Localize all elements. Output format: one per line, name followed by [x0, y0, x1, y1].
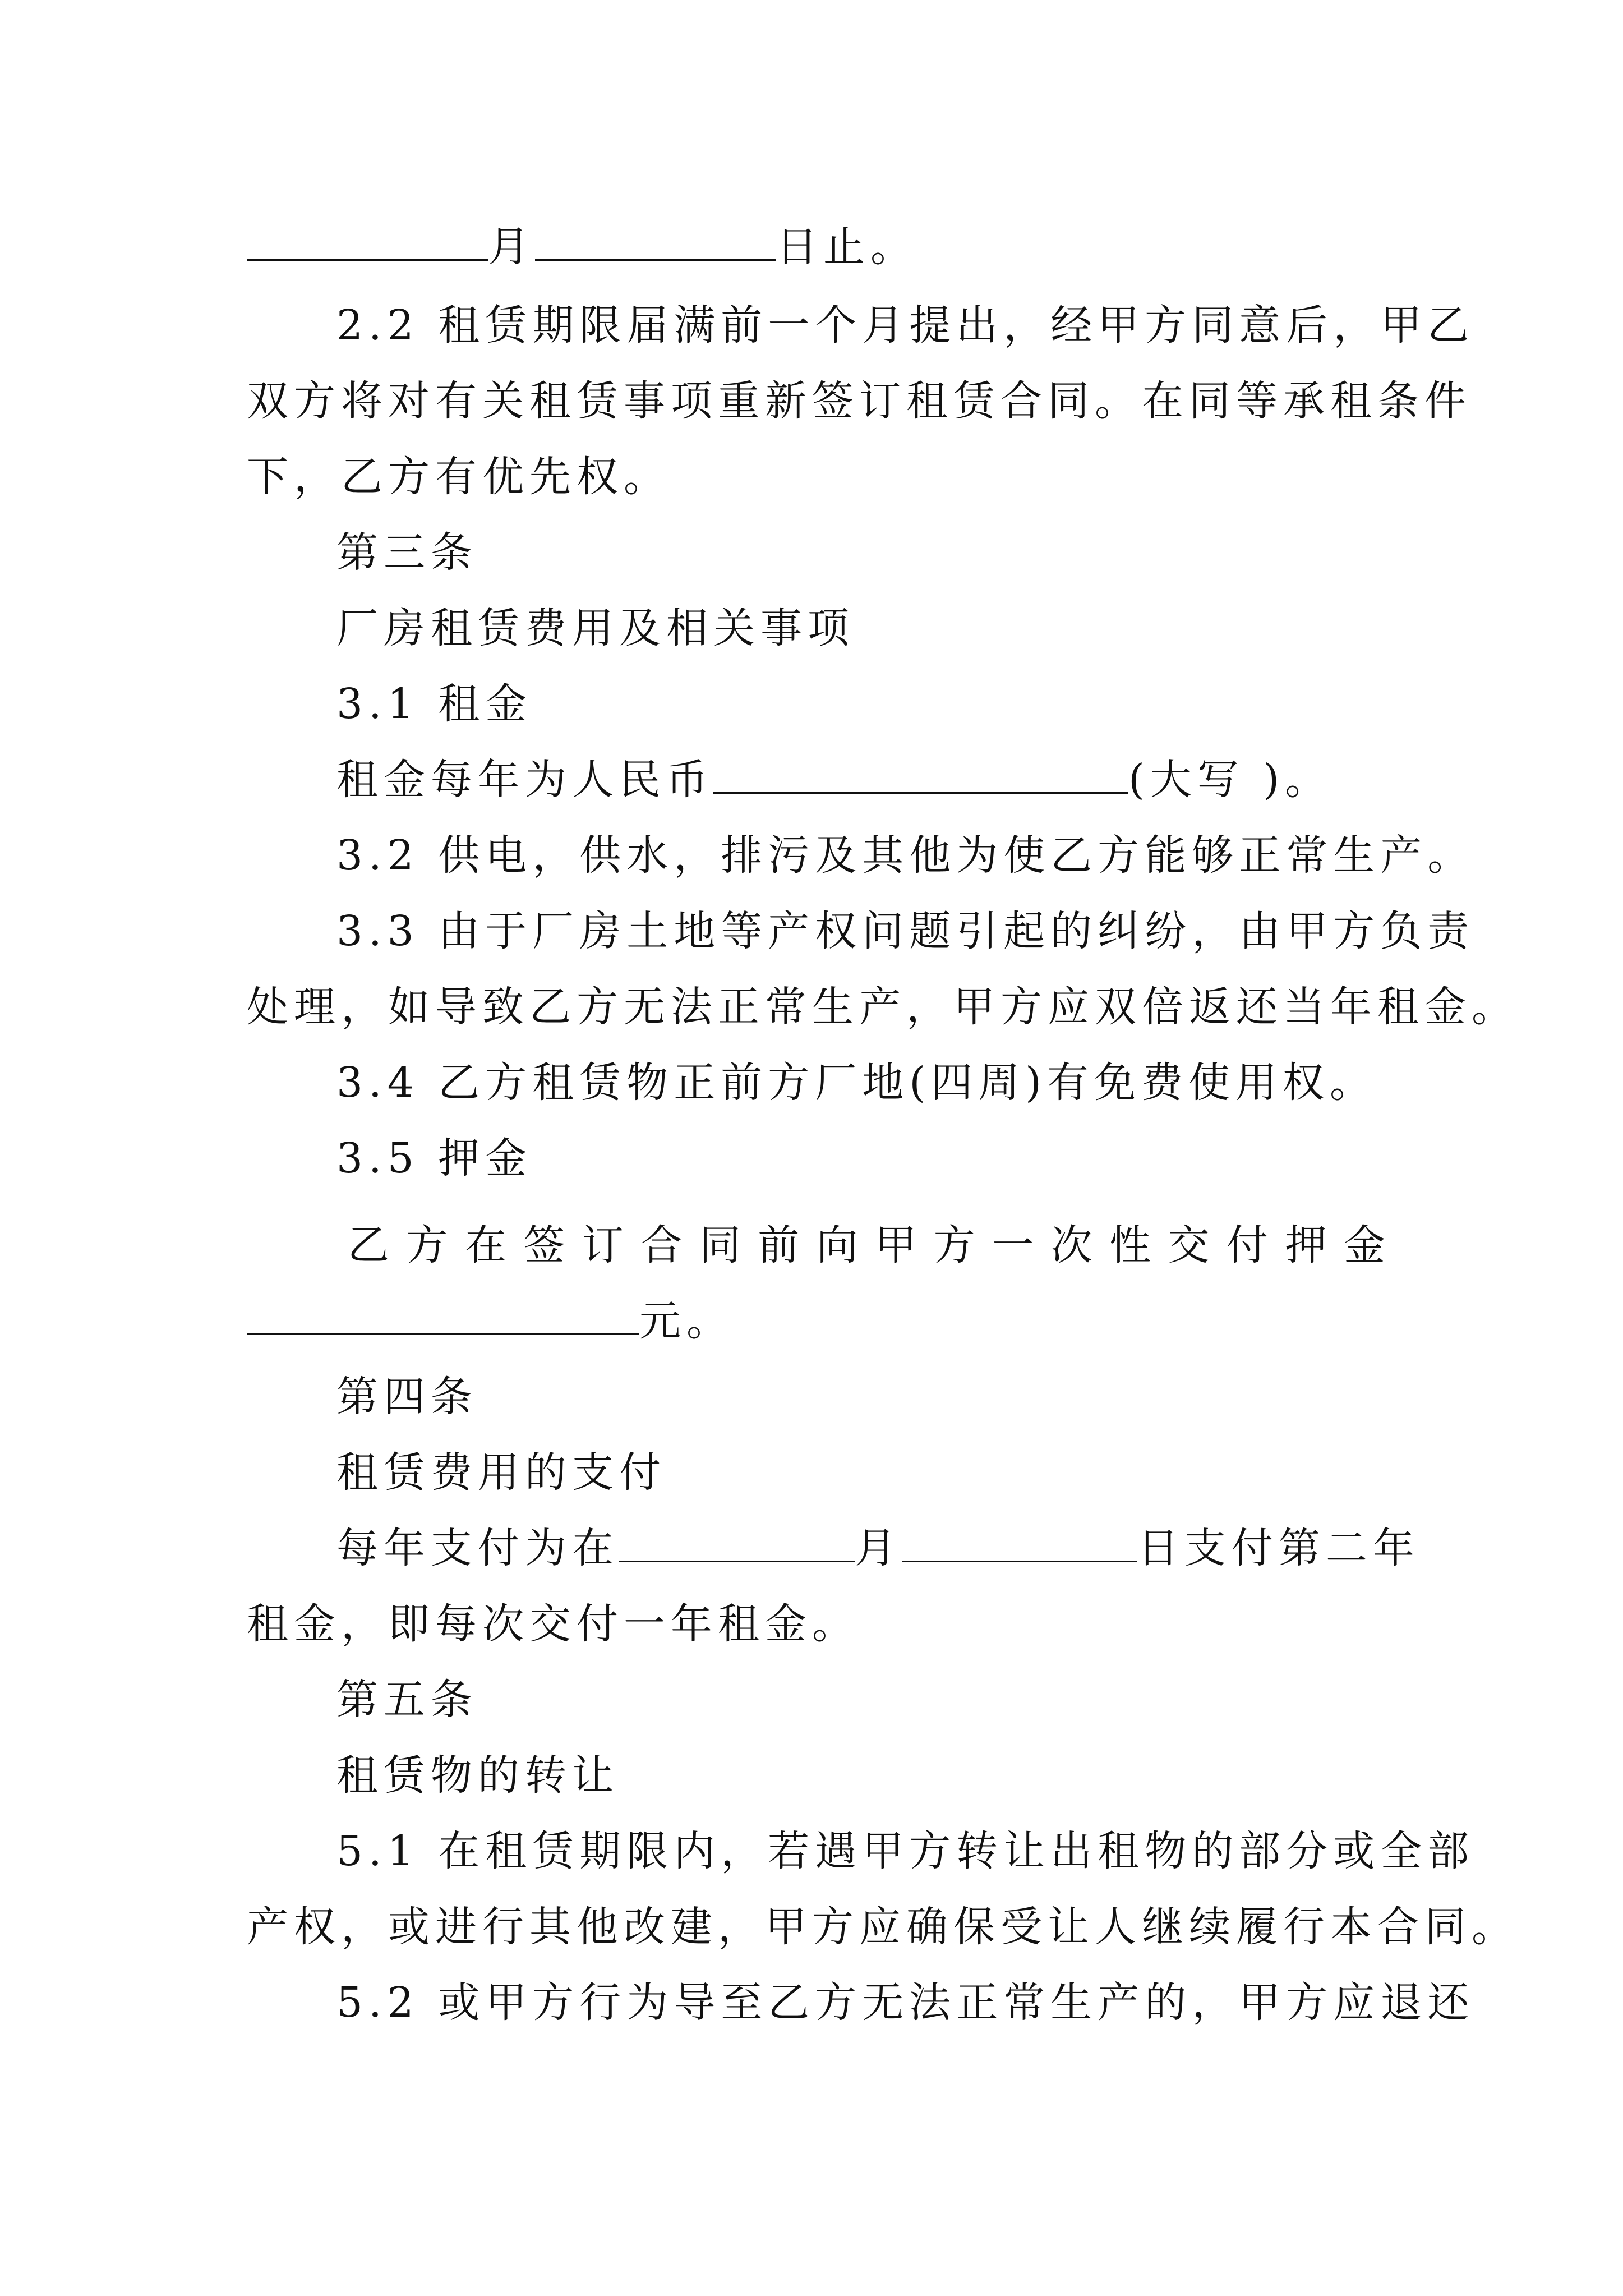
deposit-line [348, 1214, 1385, 1276]
deposit-char: 性 [1109, 1221, 1151, 1269]
blank-rent-amount [713, 751, 1128, 794]
deposit-char: 乙 [348, 1221, 389, 1269]
deposit-char: 方 [933, 1221, 975, 1269]
article-3-heading: 第三条 [336, 528, 478, 577]
clause-2-2-line-3: 下，乙方有优先权。 [247, 453, 671, 501]
deposit-char: 付 [1227, 1221, 1269, 1269]
article-5-title: 租赁物的转让 [336, 1751, 619, 1800]
deposit-char: 次 [1050, 1221, 1092, 1269]
payment-month-text: 月 [855, 1524, 902, 1572]
blank-deposit-amount [247, 1292, 639, 1335]
deposit-char: 一 [992, 1221, 1034, 1269]
deposit-char: 同 [699, 1221, 741, 1269]
rent-amount-label: 租金每年为人民币 [336, 756, 713, 804]
deposit-suffix: 元。 [639, 1297, 734, 1345]
rent-amount-line [336, 749, 1385, 811]
clause-2-2-line-2: 双方将对有关租赁事项重新签订租赁合同。在同等承租条件 [247, 377, 1472, 425]
blank-month [247, 218, 488, 261]
payment-date-label: 每年支付为在 [336, 1524, 619, 1572]
clause-5-1-line-2: 产权，或进行其他改建，甲方应确保受让人继续履行本合同。 [247, 1903, 1519, 1951]
blank-payment-day [902, 1519, 1137, 1562]
clause-3-2: 3.2 供电，供水，排污及其他为使乙方能够正常生产。 [336, 831, 1475, 880]
article-5-heading: 第五条 [336, 1676, 478, 1724]
article-4-title: 租赁费用的支付 [336, 1448, 666, 1497]
clause-3-1-heading: 3.1 租金 [336, 680, 533, 728]
rent-amount-suffix: (大写 )。 [1128, 756, 1332, 804]
deposit-char: 订 [582, 1221, 624, 1269]
blank-payment-month [619, 1519, 855, 1562]
clause-5-1-line-1: 5.1 在租赁期限内，若遇甲方转让出租物的部分或全部 [336, 1827, 1475, 1875]
clause-3-4: 3.4 乙方租赁物正前方厂地(四周)有免费使用权。 [336, 1059, 1377, 1107]
text-month: 月 [488, 223, 535, 271]
clause-3-3-line-1: 3.3 由于厂房土地等产权问题引起的纠纷，由甲方负责 [336, 907, 1475, 955]
deposit-char: 在 [464, 1221, 506, 1269]
deposit-char: 合 [640, 1221, 683, 1269]
deposit-char: 金 [1343, 1221, 1385, 1269]
text-end: 日止。 [776, 223, 917, 271]
deposit-char: 前 [758, 1221, 800, 1269]
deposit-char: 甲 [875, 1221, 917, 1269]
deposit-char: 方 [406, 1221, 448, 1269]
clause-5-2-line-1: 5.2 或甲方行为导至乙方无法正常生产的，甲方应退还 [336, 1978, 1475, 2027]
clause-2-2-line-1: 2.2 租赁期限届满前一个月提出，经甲方同意后，甲乙 [336, 301, 1475, 349]
article-4-heading: 第四条 [336, 1373, 478, 1421]
deposit-char: 向 [816, 1221, 858, 1269]
deposit-char: 押 [1285, 1221, 1327, 1269]
payment-date-suffix: 日支付第二年 [1137, 1524, 1420, 1572]
payment-date-line [336, 1517, 1420, 1579]
deposit-char: 交 [1168, 1221, 1210, 1269]
clause-3-3-line-2: 处理，如导致乙方无法正常生产，甲方应双倍返还当年租金。 [247, 983, 1519, 1031]
clause-3-5-heading: 3.5 押金 [336, 1134, 533, 1182]
article-3-title: 厂房租赁费用及相关事项 [336, 604, 855, 652]
blank-day [535, 218, 776, 261]
deposit-amount-line [247, 1290, 1385, 1352]
payment-line-2: 租金，即每次交付一年租金。 [247, 1600, 859, 1648]
deposit-char: 签 [523, 1221, 565, 1269]
date-end-line [247, 216, 1385, 278]
